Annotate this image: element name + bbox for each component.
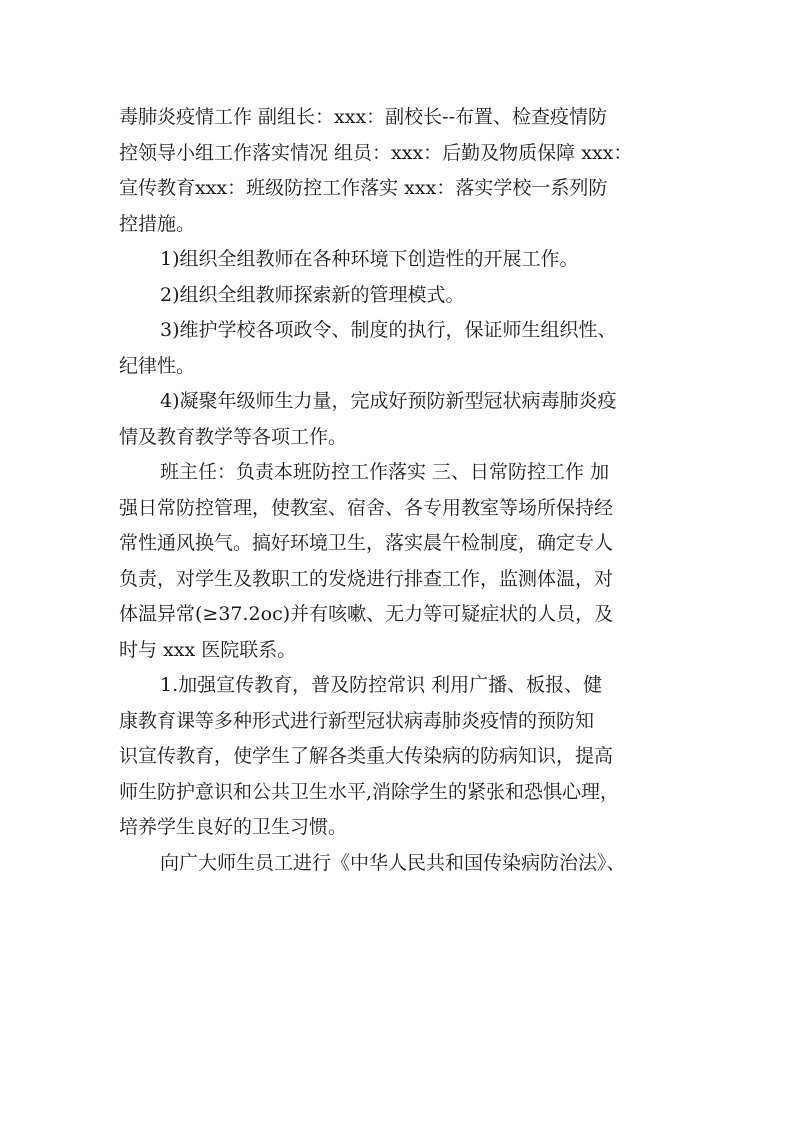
paragraph-line: 控措施。 [119, 212, 196, 235]
paragraph-line: 1)组织全组教师在各种环境下创造性的开展工作。 [160, 248, 579, 270]
paragraph-line: 4)凝聚年级师生力量，完成好预防新型冠状病毒肺炎疫 [160, 390, 617, 412]
paragraph-line: 3)维护学校各项政令、制度的执行，保证师生组织性、 [160, 319, 617, 341]
paragraph-line: 纪律性。 [119, 354, 196, 377]
paragraph-2 [119, 242, 679, 278]
paragraph-line: 识宣传教育，使学生了解各类重大传染病的防病知识，提高 [119, 745, 614, 767]
paragraph-line: 培养学生良好的卫生习惯。 [119, 816, 348, 838]
paragraph-line: 时与 xxx 医院联系。 [119, 638, 297, 661]
paragraph-line: 师生防护意识和公共卫生水平,消除学生的紧张和恐惧心理， [119, 780, 620, 803]
paragraph-line: 情及教育教学等各项工作。 [119, 425, 348, 448]
paragraph-3 [119, 278, 679, 314]
paragraph-8 [119, 846, 679, 882]
paragraph-7 [119, 668, 679, 846]
paragraph-6 [119, 455, 679, 668]
paragraph-line: 强日常防控管理，使教室、宿舍、各专用教室等场所保持经 [119, 496, 614, 519]
paragraph-4 [119, 313, 679, 384]
paragraph-line: 向广大师生员工进行《中华人民共和国传染病防治法》、 [160, 851, 626, 874]
paragraph-line: 体温异常(≥37.2oc)并有咳嗽、无力等可疑症状的人员，及 [119, 603, 614, 625]
paragraph-line: 毒肺炎疫情工作 副组长：xxx：副校长--布置、检查疫情防 [119, 106, 608, 128]
paragraph-line: 负责，对学生及教职工的发烧进行排查工作，监测体温，对 [119, 567, 614, 590]
document-body [119, 100, 679, 881]
paragraph-1 [119, 100, 679, 242]
paragraph-line: 常性通风换气。搞好环境卫生，落实晨午检制度，确定专人 [119, 532, 614, 554]
paragraph-line: 控领导小组工作落实情况 组员：xxx：后勤及物质保障 xxx： [119, 141, 633, 164]
paragraph-line: 班主任：负责本班防控工作落实 三、日常防控工作 加 [160, 461, 610, 483]
paragraph-line: 康教育课等多种形式进行新型冠状病毒肺炎疫情的预防知 [119, 709, 595, 732]
paragraph-line: 宣传教育xxx：班级防控工作落实 xxx：落实学校一系列防 [119, 177, 608, 199]
paragraph-5 [119, 384, 679, 455]
paragraph-line: 1.加强宣传教育，普及防控常识 利用广播、板报、健 [160, 674, 603, 696]
paragraph-line: 2)组织全组教师探索新的管理模式。 [160, 283, 465, 306]
